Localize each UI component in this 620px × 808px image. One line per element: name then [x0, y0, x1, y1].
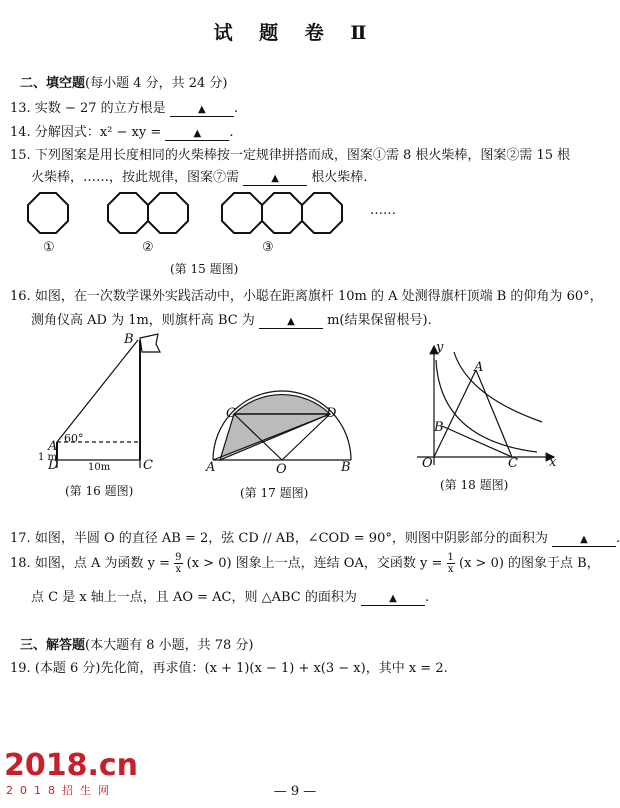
figure-18 [412, 340, 572, 470]
q16-line-2a: 测角仪高 AD 为 1m，则旗杆高 BC 为 [31, 313, 255, 328]
question-18-line-2: 点 C 是 x 轴上一点，且 AO = AC，则 △ABC 的面积为 ▲ . [31, 590, 430, 605]
pattern-label-2: ② [142, 240, 154, 255]
fraction-1-over-x [447, 552, 455, 575]
pattern-label-1: ① [43, 240, 55, 255]
figure-15 [0, 188, 420, 268]
fig16-caption: (第 16 题图) [65, 484, 134, 498]
fraction-numerator: 1 [447, 552, 454, 563]
q13-num: 13. [10, 101, 31, 116]
q16-num: 16. [10, 289, 31, 304]
fig18-label-C: C [508, 456, 518, 471]
question-15-line-2 [31, 166, 367, 186]
q16-line-2b: m(结果保留根号). [327, 313, 432, 328]
flag-icon [140, 334, 160, 352]
fig17-label-C: C [226, 406, 236, 421]
blank-mark-icon: ▲ [580, 534, 588, 545]
fig18-caption: (第 18 题图) [440, 478, 509, 492]
q13-answer-blank[interactable] [170, 104, 234, 117]
blank-mark-icon: ▲ [287, 316, 295, 327]
fig16-label-B: B [124, 332, 134, 347]
fig17-label-D: D [326, 406, 337, 421]
blank-mark-icon: ▲ [271, 173, 279, 184]
question-19 [10, 657, 448, 676]
q17-answer-blank[interactable] [552, 534, 616, 547]
pattern-label-3: ③ [262, 240, 274, 255]
watermark-logo: 2018.cn [4, 748, 139, 783]
fraction-9-over-x [174, 552, 182, 575]
q19-text: (本题 6 分)先化简，再求值：(x + 1)(x − 1) + x(3 − x)，其中 x = 2. [34, 661, 448, 676]
question-15-line-1 [10, 144, 570, 163]
octagon-shape [148, 193, 188, 233]
octagon-shape [28, 193, 68, 233]
section-3-heading: 三、解答题 [20, 638, 86, 653]
fig17-label-B: B [341, 460, 351, 475]
octagon-shape [108, 193, 148, 233]
section-2-header [20, 72, 228, 91]
blank-mark-icon: ▲ [197, 104, 206, 115]
fraction-denominator: x [447, 564, 454, 575]
curve-1-over-x [436, 360, 537, 452]
section-3-header [20, 634, 254, 653]
fig15-caption: (第 15 题图) [170, 262, 239, 276]
q15-answer-blank[interactable] [243, 173, 307, 186]
fig16-label-C: C [143, 458, 153, 473]
q18-answer-blank[interactable] [361, 593, 425, 606]
question-16-line-1 [10, 285, 603, 304]
fig17-label-O: O [276, 462, 287, 477]
q14-answer-blank[interactable] [165, 128, 229, 141]
q13-text: 实数 − 27 的立方根是 [34, 101, 166, 116]
pattern-ellipsis: …… [370, 203, 396, 218]
fig17-label-A: A [206, 460, 216, 475]
fig18-label-A: A [474, 360, 484, 375]
fig16-angle-label: 60° [64, 432, 84, 445]
fig16-distance-label: 10m [88, 462, 111, 473]
fig18-label-B: B [434, 420, 444, 435]
octagon-shape [302, 193, 342, 233]
q15-line-2b: 根火柴棒. [311, 170, 368, 185]
octagon-shape [222, 193, 262, 233]
section-2-heading: 二、填空题 [20, 76, 86, 91]
page-number: — 9 — [273, 784, 317, 799]
fig17-caption: (第 17 题图) [240, 486, 309, 500]
fig18-label-y: y [436, 340, 444, 355]
fig16-label-A: A [48, 439, 58, 454]
q18-part-3: (x > 0) 的图象于点 B， [459, 556, 600, 571]
q18-line-2: 点 C 是 x 轴上一点，且 AO = AC，则 △ABC 的面积为 [31, 590, 357, 605]
question-13: 13. 实数 − 27 的立方根是 ▲ . [10, 101, 238, 116]
octagon-shape [262, 193, 302, 233]
q17-num: 17. [10, 531, 31, 546]
shaded-segment-region [234, 395, 330, 414]
fig16-label-D: D [48, 458, 59, 473]
question-17: 17. 如图，半圆 O 的直径 AB = 2，弦 CD // AB，∠COD = 90°，则图中阴影部分的面积为 ▲ . [10, 531, 620, 546]
question-16-line-2 [31, 309, 432, 329]
fig16-height-label: 1 m [38, 452, 58, 463]
section-3-note: (本大题有 8 小题，共 78 分) [85, 638, 254, 653]
q16-answer-blank[interactable] [259, 316, 323, 329]
q14-num: 14. [10, 125, 31, 140]
q17-text: 如图，半圆 O 的直径 AB = 2，弦 CD // AB，∠COD = 90°，则图中阴影部分的面积为 [34, 531, 548, 546]
q18-part-1: 如图，点 A 为函数 y = [34, 556, 170, 571]
fraction-numerator: 9 [175, 552, 182, 563]
segment-OA [434, 370, 476, 457]
q14-text: 分解因式：x² − xy = [34, 125, 162, 140]
q15-line-1: 下列图案是用长度相同的火柴棒按一定规律拼搭而成，图案①需 8 根火柴棒，图案②需 15 根 [34, 148, 571, 163]
figure-17 [212, 388, 372, 468]
q15-line-2a: 火柴棒，……，按此规律，图案⑦需 [31, 170, 240, 185]
question-18-line-1 [10, 552, 600, 575]
watermark-subtitle: 2018招生网 [6, 784, 116, 797]
q19-num: 19. [10, 661, 31, 676]
fig18-label-O: O [422, 456, 433, 471]
blank-mark-icon: ▲ [193, 128, 202, 139]
q18-num: 18. [10, 556, 31, 571]
sight-line [57, 340, 138, 442]
page-title: 试 题 卷 Ⅱ [213, 22, 377, 44]
section-2-note: (每小题 4 分，共 24 分) [85, 76, 228, 91]
fig18-label-x: x [549, 455, 557, 470]
fraction-denominator: x [175, 564, 182, 575]
q15-num: 15. [10, 148, 31, 163]
question-14: 14. 分解因式：x² − xy = ▲ . [10, 125, 234, 140]
q16-line-1: 如图，在一次数学课外实践活动中，小聪在距离旗杆 10m 的 A 处测得旗杆顶端 B 的仰角为 60°， [34, 289, 603, 304]
q18-part-2: (x > 0) 图象上一点，连结 OA，交函数 y = [186, 556, 443, 571]
blank-mark-icon: ▲ [389, 593, 397, 604]
